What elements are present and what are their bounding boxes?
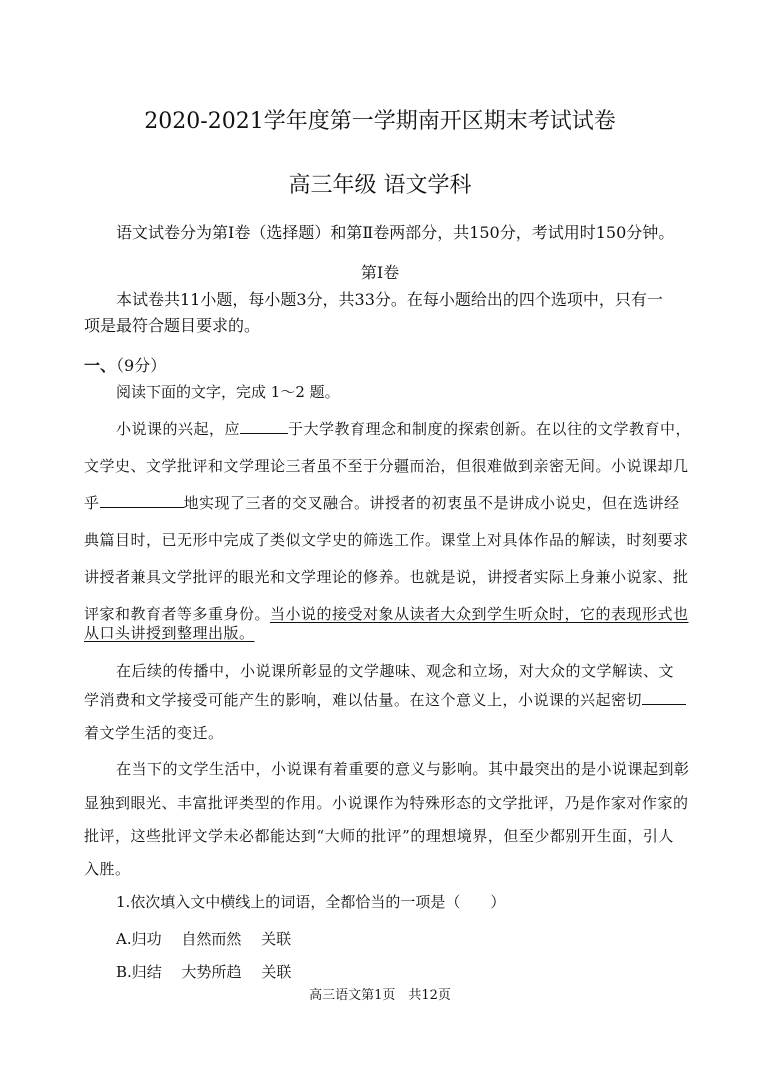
passage-line: 着文学生活的变迁。 [84,724,224,742]
question-1-stem: 1.依次填入文中横线上的词语，全都恰当的一项是（ ） [116,893,506,911]
blank-2 [100,493,184,508]
passage-text: 于大学教育理念和制度的探索创新。在以往的文学教育中， [288,420,692,438]
question-1-option-a: A.归功 自然而然 关联 [116,930,292,948]
passage-line: 文学史、文学批评和文学理论三者虽不至于分疆而治，但很难做到亲密无间。小说课却几 [84,457,689,475]
passage-line: 讲授者兼具文学批评的眼光和文学理论的修养。也就是说，讲授者实际上身兼小说家、批 [84,568,689,586]
passage-line: 在当下的文学生活中，小说课有着重要的意义与影响。其中最突出的是小说课起到彰 [116,760,690,778]
volume-note-line2: 项是最符合题目要求的。 [84,316,261,335]
passage-text: 学消费和文学接受可能产生的影响，难以估量。在这个意义上，小说课的兴起密切 [84,691,643,709]
passage-line: 显独到眼光、丰富批评类型的作用。小说课作为特殊形态的文学批评，乃是作家对作家的 [84,794,689,812]
section-heading [84,353,166,376]
passage-line [116,418,691,439]
passage-line [84,492,680,513]
underlined-sentence: 当小说的接受对象从读者大众到学生听众时，它的表现形式也 [270,605,689,623]
passage-text: 评家和教育者等多重身份。 [84,605,271,623]
question-1-option-b: B.归结 大势所趋 关联 [116,963,292,981]
section-score: （9分） [116,356,167,375]
passage-line: 入胜。 [84,860,131,878]
page-footer: 高三语文第1页 共12页 [309,988,451,1003]
exam-intro: 语文试卷分为第Ⅰ卷（选择题）和第Ⅱ卷两部分，共150分，考试用时150分钟。 [116,223,675,242]
exam-subtitle: 高三年级 语文学科 [288,173,472,198]
passage-text: 小说课的兴起，应 [116,420,241,438]
passage-text: 乎 [84,494,100,512]
passage-line: 批评，这些批评文学未必都能达到“大师的批评”的理想境界，但至少都别开生面，引人 [84,827,674,845]
passage-line: 在后续的传播中，小说课所彰显的文学趣味、观念和立场，对大众的文学解读、文 [116,662,675,680]
passage-line [84,603,689,624]
underlined-sentence-end: 从口头讲授到整理出版。 [84,624,255,642]
section-number: 一、 [84,356,117,375]
passage-line [84,689,686,710]
passage-text: 地实现了三者的交叉融合。讲授者的初衷虽不是讲成小说史，但在选讲经 [183,494,680,512]
passage-line: 典篇目时，已无形中完成了类似文学史的筛选工作。课堂上对具体作品的解读，时刻要求 [84,531,689,549]
volume-label: 第Ⅰ卷 [360,263,400,282]
section-instruction: 阅读下面的文字，完成 1～2 题。 [116,383,340,401]
blank-3 [642,690,686,705]
volume-note-line1: 本试卷共11小题，每小题3分，共33分。在每小题给出的四个选项中，只有一 [116,290,663,309]
exam-title: 2020-2021学年度第一学期南开区期末考试试卷 [144,109,616,134]
blank-1 [240,419,288,434]
